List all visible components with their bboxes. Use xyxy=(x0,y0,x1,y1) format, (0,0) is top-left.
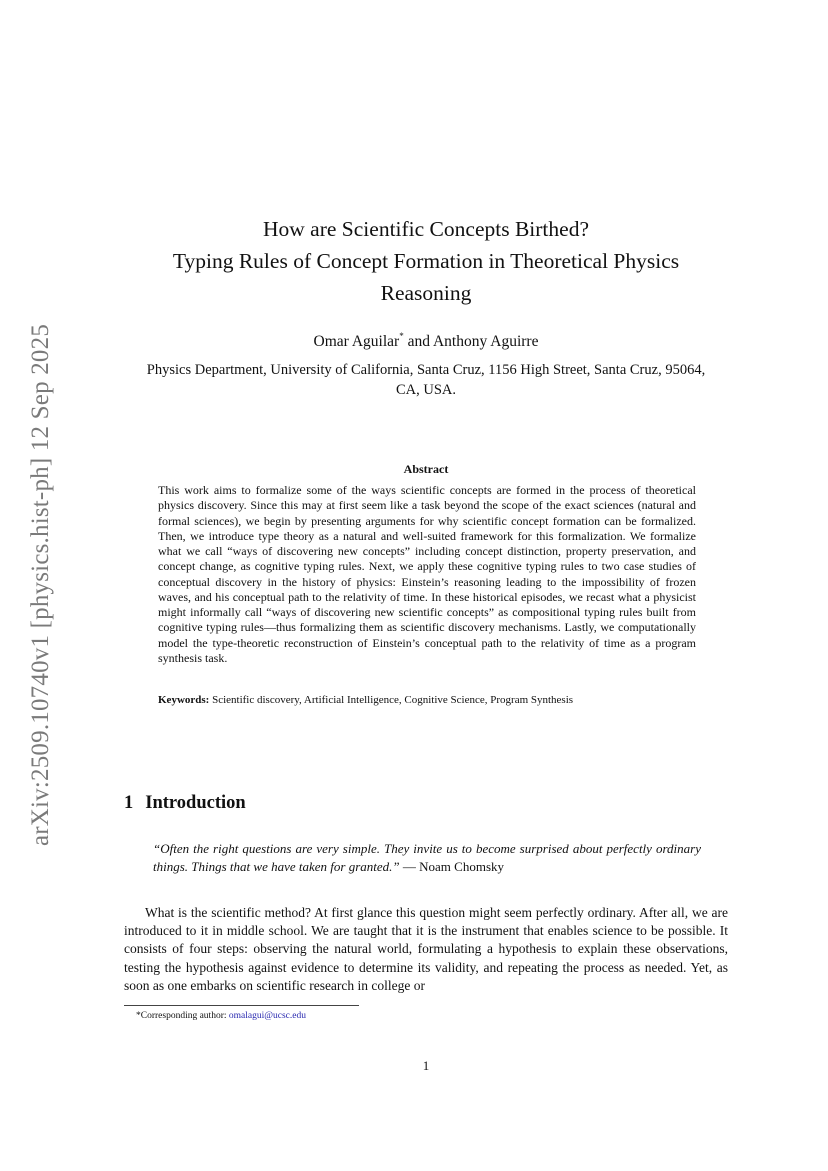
epigraph xyxy=(153,840,701,876)
keywords-text: Scientific discovery, Artificial Intelligence, Cognitive Science, Program Synthesis xyxy=(212,694,574,706)
epigraph-quote: “Often the right questions are very simple. They invite us to become surprised about perfectly ordinary things. Things that we have taken for granted.” xyxy=(153,841,701,874)
footnote-label: Corresponding author: xyxy=(140,1011,229,1021)
author-name: Anthony Aguirre xyxy=(432,333,539,350)
author-name: Omar Aguilar xyxy=(313,333,400,350)
title-line: How are Scientific Concepts Birthed? xyxy=(263,217,589,241)
keywords-label: Keywords: xyxy=(158,694,210,706)
paper-title xyxy=(100,213,752,309)
corresponding-author-mark: * xyxy=(399,331,404,341)
email-link[interactable]: omalagui@ucsc.edu xyxy=(228,1011,306,1021)
abstract-text: This work aims to formalize some of the ways scientific concepts are formed in the process of theoretical physics discovery. Since this may at first seem like a task beyond the scope of the exact sciences (natural and formal sciences), we begin by presenting arguments for why scientific concept formation can be formalized. Then, we introduce type theory as a natural and well-suited framework for this formalization. We formalize what we call “ways of discovering new concepts” including concept distinction, property preservation, and concept change, as cognitive typing rules. Next, we apply these cognitive typing rules to two case studies of conceptual discovery in the history of physics: Einstein’s reasoning leading to the impossibility of frozen waves, and his conceptual path to the relativity of time. In these historical episodes, we recast what a physicist might informally call “ways of discovering new scientific concepts” as compositional typing rules built from cognitive typing rules—thus formalizing them as scientific discovery mechanisms. Lastly, we computationally model the type-theoretic reconstruction of Einstein’s conceptual path to the relativity of time as a program synthesis task. xyxy=(158,483,696,665)
affiliation: Physics Department, University of California, Santa Cruz, 1156 High Street, Santa Cruz, 95064, CA, USA. xyxy=(146,362,706,398)
author-list xyxy=(100,331,752,351)
title-line: Reasoning xyxy=(380,281,472,305)
title-line: Typing Rules of Concept Formation in Theoretical Physics xyxy=(172,249,680,273)
footnote xyxy=(136,1011,306,1021)
epigraph-attribution: — Noam Chomsky xyxy=(399,859,505,874)
section-number: 1 xyxy=(124,793,134,813)
arxiv-identifier: arXiv:2509.10740v1 [physics.hist-ph] 12 Sep 2025 xyxy=(27,323,54,847)
keywords xyxy=(158,694,696,706)
footnote-mark: * xyxy=(136,1011,141,1021)
abstract-heading: Abstract xyxy=(403,462,449,476)
section-heading xyxy=(124,793,246,814)
section-title: Introduction xyxy=(145,793,246,813)
intro-paragraph: What is the scientific method? At first glance this question might seem perfectly ordinary. After all, we are introduced to it in middle school. We are taught that it is the instrument that enables science to be possible. It consists of four steps: observing the natural world, formulating a hypothesis to explain these observations, testing the hypothesis against evidence to determine its validity, and repeating the process as needed. Yet, as soon as one embarks on scientific research in college or xyxy=(124,905,728,993)
page-number: 1 xyxy=(422,1058,430,1073)
author-connector: and xyxy=(403,333,433,350)
footnote-divider xyxy=(124,1005,359,1006)
